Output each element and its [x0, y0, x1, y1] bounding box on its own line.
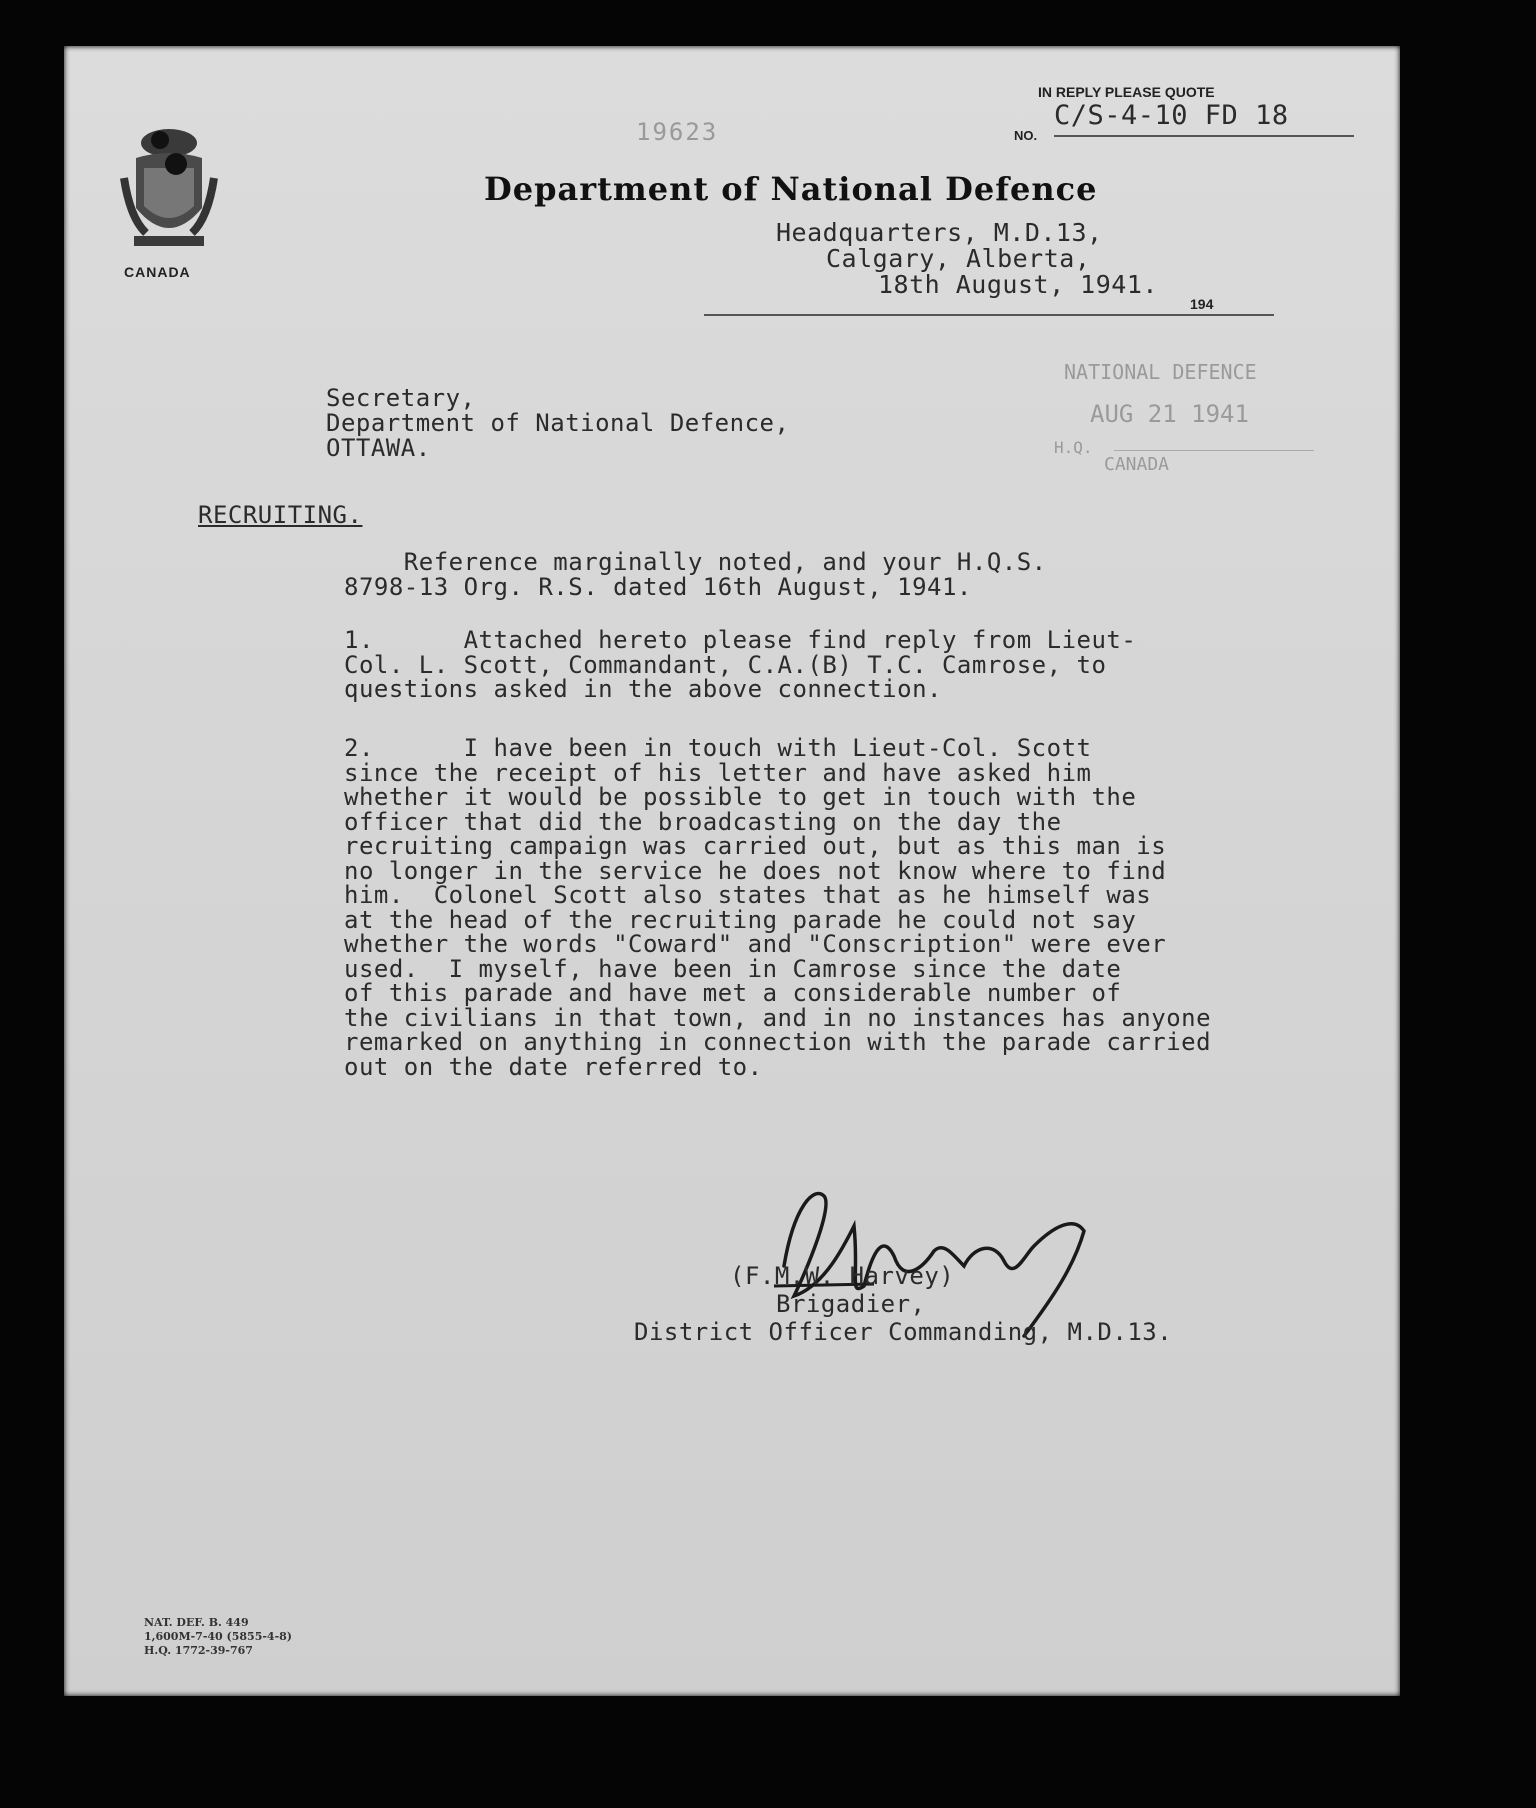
letter-date: 18th August, 1941. — [878, 270, 1158, 299]
footer-line-1: NAT. DEF. B. 449 — [144, 1616, 249, 1629]
footer-line-3: H.Q. 1772-39-767 — [144, 1644, 253, 1657]
crest-label: CANADA — [124, 264, 191, 280]
recipient-line-3: OTTAWA. — [326, 434, 431, 462]
address-line-2: Calgary, Alberta, — [826, 244, 1091, 273]
intro-paragraph: Reference marginally noted, and your H.Q.S. 8798-13 Org. R.S. dated 16th August, 1941. — [344, 548, 1047, 601]
stamp-line-1: NATIONAL DEFENCE — [1064, 360, 1257, 384]
department-title: Department of National Defence — [484, 170, 1098, 208]
reference-number: C/S-4-10 FD 18 — [1054, 100, 1354, 137]
year-label: 194 — [1190, 296, 1214, 312]
recipient-line-2: Department of National Defence, — [326, 409, 790, 437]
reply-quote-label: IN REPLY PLEASE QUOTE — [1038, 84, 1215, 100]
paragraph-2: 2. I have been in touch with Lieut-Col. Scott since the receipt of his letter and have asked him whether it would be possible to get in touch with the officer that did the broadcasting on the day the recruiting campaign was carried out, but as this man is no longer in the service he does not know where to find him. Colonel Scott also states that as he himself was at the head of the recruiting parade he could not say whether the words "Coward" and "Conscription" were ever used. I myself, have been in Camrose since the date of this parade and have met a considerable number of the civilians in that town, and in no instances has anyone remarked on anything in connection with the parade carried out on the date referred to. — [344, 734, 1212, 1081]
form-footer — [144, 1616, 292, 1658]
signatory-rank: Brigadier, — [776, 1290, 926, 1318]
reply-no-label: NO. — [1014, 128, 1038, 143]
stamp-line-3: H.Q. — [1054, 438, 1093, 457]
stamp-line-4: CANADA — [1104, 454, 1170, 475]
date-rule — [704, 314, 1274, 316]
coat-of-arms-icon — [116, 118, 222, 258]
paragraph-1: 1. Attached hereto please find reply from Lieut- Col. L. Scott, Commandant, C.A.(B) T.C. Camrose, to questions asked in the above connection. — [344, 626, 1137, 703]
stamp-rule — [1114, 450, 1314, 451]
stamp-date: AUG 21 1941 — [1090, 400, 1249, 428]
subject-heading: RECRUITING. — [198, 501, 363, 529]
signatory-name: (F.M.W. Harvey) — [730, 1262, 955, 1290]
recipient-block — [326, 386, 789, 461]
letter-page — [64, 46, 1400, 1696]
footer-line-2: 1,600M-7-40 (5855-4-8) — [144, 1630, 293, 1643]
signatory-title: District Officer Commanding, M.D.13. — [634, 1318, 1173, 1346]
address-line-1: Headquarters, M.D.13, — [776, 218, 1103, 247]
faint-file-number: 19623 — [636, 118, 719, 146]
recipient-line-1: Secretary, — [326, 384, 476, 412]
